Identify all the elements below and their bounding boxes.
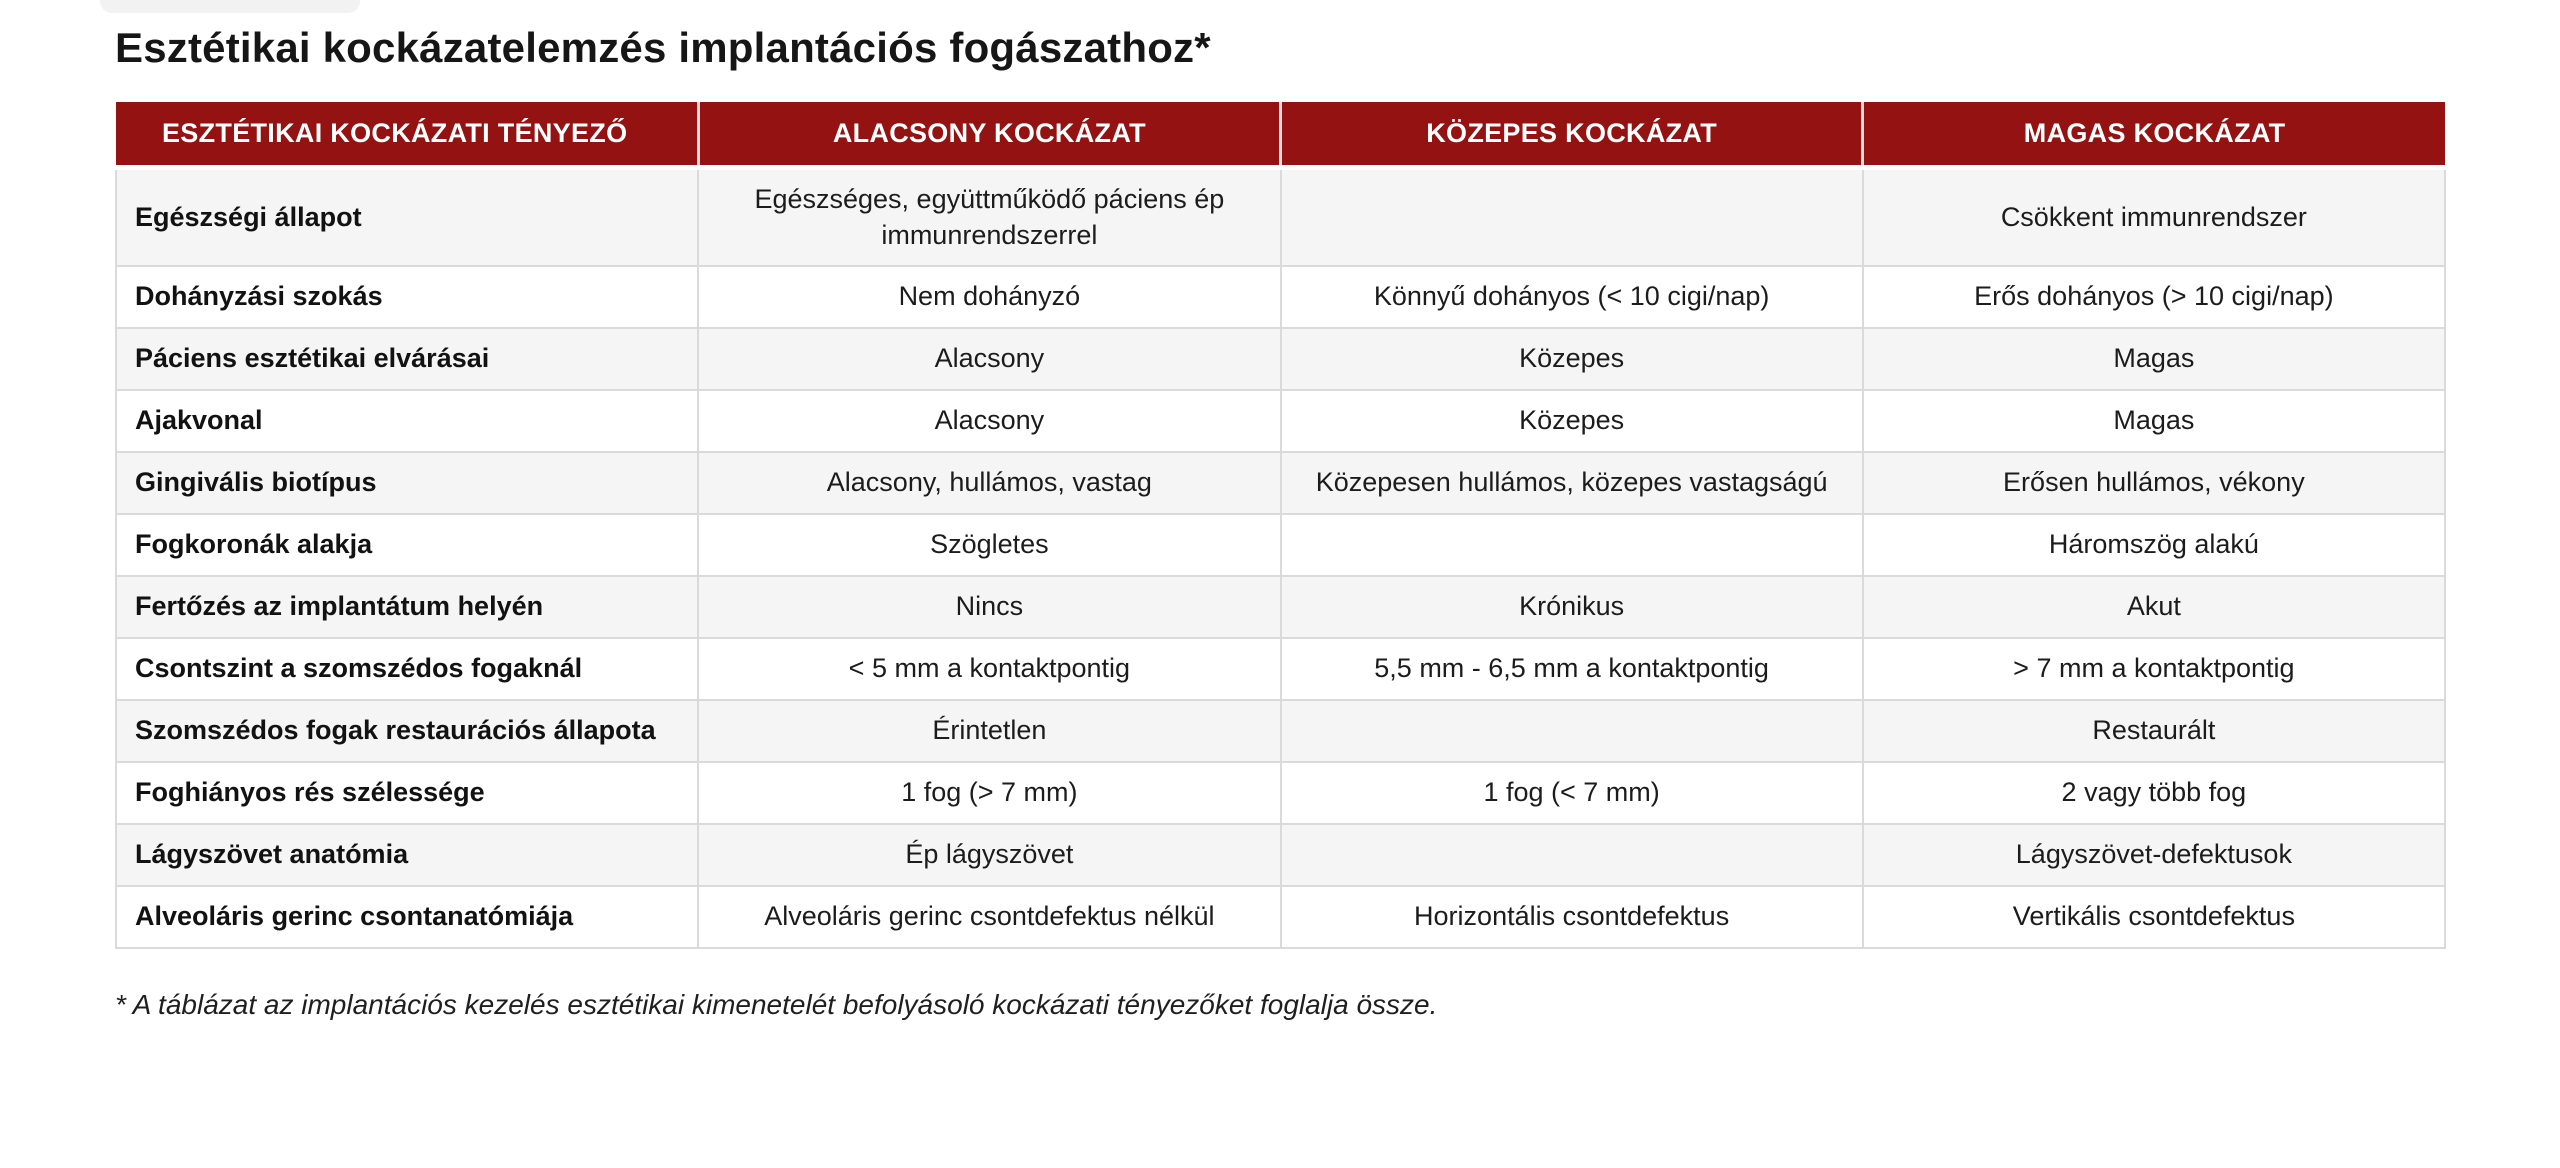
high-risk-cell: Vertikális csontdefektus: [1863, 886, 2445, 948]
medium-risk-cell: 1 fog (< 7 mm): [1281, 762, 1863, 824]
low-risk-cell: Nincs: [698, 576, 1280, 638]
risk-factor-cell: Ajakvonal: [116, 390, 698, 452]
medium-risk-cell: Könnyű dohányos (< 10 cigi/nap): [1281, 266, 1863, 328]
risk-factor-cell: Páciens esztétikai elvárásai: [116, 328, 698, 390]
low-risk-cell: 1 fog (> 7 mm): [698, 762, 1280, 824]
medium-risk-cell: 5,5 mm - 6,5 mm a kontaktpontig: [1281, 638, 1863, 700]
table-row: [116, 266, 2445, 328]
medium-risk-cell: Közepesen hullámos, közepes vastagságú: [1281, 452, 1863, 514]
high-risk-cell: 2 vagy több fog: [1863, 762, 2445, 824]
column-header-factor: ESZTÉTIKAI KOCKÁZATI TÉNYEZŐ: [116, 102, 698, 168]
table-row: [116, 168, 2445, 267]
medium-risk-cell: Közepes: [1281, 328, 1863, 390]
footnote: * A táblázat az implantációs kezelés esztétikai kimenetelét befolyásoló kockázati tényezőket foglalja össze.: [115, 989, 1438, 1021]
table-header-row: [116, 102, 2445, 168]
medium-risk-cell: Horizontális csontdefektus: [1281, 886, 1863, 948]
low-risk-cell: Érintetlen: [698, 700, 1280, 762]
table-row: [116, 638, 2445, 700]
high-risk-cell: Akut: [1863, 576, 2445, 638]
risk-factor-cell: Egészségi állapot: [116, 168, 698, 267]
high-risk-cell: Erős dohányos (> 10 cigi/nap): [1863, 266, 2445, 328]
page-title: Esztétikai kockázatelemzés implantációs fogászathoz*: [115, 24, 1211, 71]
high-risk-cell: Magas: [1863, 390, 2445, 452]
high-risk-cell: Restaurált: [1863, 700, 2445, 762]
high-risk-cell: > 7 mm a kontaktpontig: [1863, 638, 2445, 700]
table-row: [116, 452, 2445, 514]
column-header-high-risk: MAGAS KOCKÁZAT: [1863, 102, 2445, 168]
top-edge-artifact: [100, 0, 360, 13]
risk-factor-cell: Csontszint a szomszédos fogaknál: [116, 638, 698, 700]
low-risk-cell: Alveoláris gerinc csontdefektus nélkül: [698, 886, 1280, 948]
low-risk-cell: Alacsony: [698, 390, 1280, 452]
table-row: [116, 328, 2445, 390]
low-risk-cell: Nem dohányzó: [698, 266, 1280, 328]
medium-risk-cell: Krónikus: [1281, 576, 1863, 638]
risk-factor-cell: Lágyszövet anatómia: [116, 824, 698, 886]
high-risk-cell: Háromszög alakú: [1863, 514, 2445, 576]
risk-factor-cell: Alveoláris gerinc csontanatómiája: [116, 886, 698, 948]
table-row: [116, 576, 2445, 638]
low-risk-cell: Egészséges, együttműködő páciens ép immunrendszerrel: [698, 168, 1280, 267]
document-body: [0, 24, 2560, 1021]
medium-risk-cell: [1281, 514, 1863, 576]
medium-risk-cell: [1281, 700, 1863, 762]
high-risk-cell: Lágyszövet-defektusok: [1863, 824, 2445, 886]
high-risk-cell: Erősen hullámos, vékony: [1863, 452, 2445, 514]
low-risk-cell: Alacsony, hullámos, vastag: [698, 452, 1280, 514]
low-risk-cell: Alacsony: [698, 328, 1280, 390]
table-row: [116, 514, 2445, 576]
medium-risk-cell: [1281, 168, 1863, 267]
high-risk-cell: Magas: [1863, 328, 2445, 390]
high-risk-cell: Csökkent immunrendszer: [1863, 168, 2445, 267]
risk-factor-cell: Gingivális biotípus: [116, 452, 698, 514]
table-row: [116, 886, 2445, 948]
table-row: [116, 762, 2445, 824]
medium-risk-cell: Közepes: [1281, 390, 1863, 452]
risk-factor-cell: Dohányzási szokás: [116, 266, 698, 328]
risk-factor-cell: Szomszédos fogak restaurációs állapota: [116, 700, 698, 762]
risk-assessment-table: [115, 102, 2446, 949]
medium-risk-cell: [1281, 824, 1863, 886]
column-header-medium-risk: KÖZEPES KOCKÁZAT: [1281, 102, 1863, 168]
low-risk-cell: Ép lágyszövet: [698, 824, 1280, 886]
low-risk-cell: Szögletes: [698, 514, 1280, 576]
low-risk-cell: < 5 mm a kontaktpontig: [698, 638, 1280, 700]
column-header-low-risk: ALACSONY KOCKÁZAT: [698, 102, 1280, 168]
risk-factor-cell: Fertőzés az implantátum helyén: [116, 576, 698, 638]
table-row: [116, 700, 2445, 762]
risk-factor-cell: Fogkoronák alakja: [116, 514, 698, 576]
table-row: [116, 390, 2445, 452]
table-row: [116, 824, 2445, 886]
risk-factor-cell: Foghiányos rés szélessége: [116, 762, 698, 824]
